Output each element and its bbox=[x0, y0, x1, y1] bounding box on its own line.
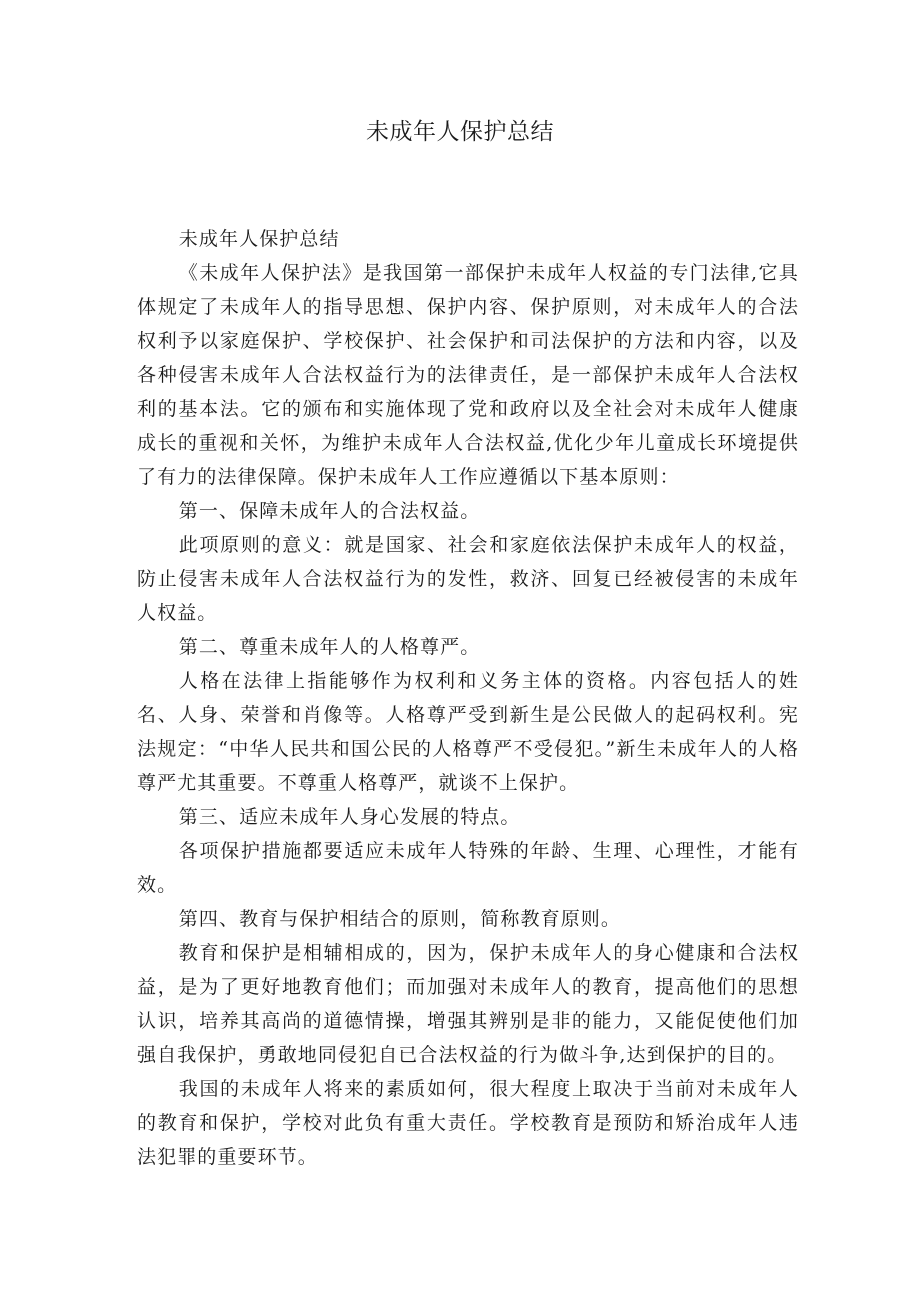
principle-2-paragraph: 人格在法律上指能够作为权利和义务主体的资格。内容包括人的姓名、人身、荣誉和肖像等。人格尊严受到新生是公民做人的起码权利。宪法规定：“中华人民共和国公民的人格尊严不受侵犯。”新生未成年人的人格尊严尤其重要。不尊重人格尊严，就谈不上保护。 bbox=[137, 670, 799, 794]
body-heading: 未成年人保护总结 bbox=[178, 228, 340, 250]
principle-3-heading: 第三、适应未成年人身心发展的特点。 bbox=[178, 806, 521, 828]
closing-paragraph: 我国的未成年人将来的素质如何，很大程度上取决于当前对未成年人的教育和保护，学校对此负有重大责任。学校教育是预防和矫治成年人违法犯罪的重要环节。 bbox=[137, 1078, 799, 1168]
principle-1-paragraph: 此项原则的意义：就是国家、社会和家庭依法保护未成年人的权益，防止侵害未成年人合法权益行为的发性，救济、回复已经被侵害的未成年人权益。 bbox=[137, 534, 799, 624]
principle-4-paragraph: 教育和保护是相辅相成的，因为，保护未成年人的身心健康和合法权益，是为了更好地教育他们；而加强对未成年人的教育，提高他们的思想认识，培养其高尚的道德情操，增强其辨别是非的能力，又能促使他们加强自我保护，勇敢地同侵犯自已合法权益的行为做斗争,达到保护的目的。 bbox=[137, 942, 799, 1066]
principle-4-heading: 第四、教育与保护相结合的原则，简称教育原则。 bbox=[178, 908, 621, 930]
document-title: 未成年人保护总结 bbox=[366, 119, 554, 145]
principle-1-heading: 第一、保障未成年人的合法权益。 bbox=[178, 500, 481, 522]
intro-paragraph: 《未成年人保护法》是我国第一部保护未成年人权益的专门法律,它具体规定了未成年人的指导思想、保护内容、保护原则，对未成年人的合法权利予以家庭保护、学校保护、社会保护和司法保护的方法和内容，以及各种侵害未成年人合法权益行为的法律责任，是一部保护未成年人合法权利的基本法。它的颁布和实施体现了党和政府以及全社会对未成年人健康成长的重视和关怀，为维护未成年人合法权益,优化少年儿童成长环境提供了有力的法律保障。保护未成年人工作应遵循以下基本原则： bbox=[137, 262, 799, 488]
document-body bbox=[137, 222, 799, 1174]
principle-3-paragraph: 各项保护措施都要适应未成年人特殊的年龄、生理、心理性，才能有效。 bbox=[137, 840, 799, 896]
principle-2-heading: 第二、尊重未成年人的人格尊严。 bbox=[178, 636, 481, 658]
